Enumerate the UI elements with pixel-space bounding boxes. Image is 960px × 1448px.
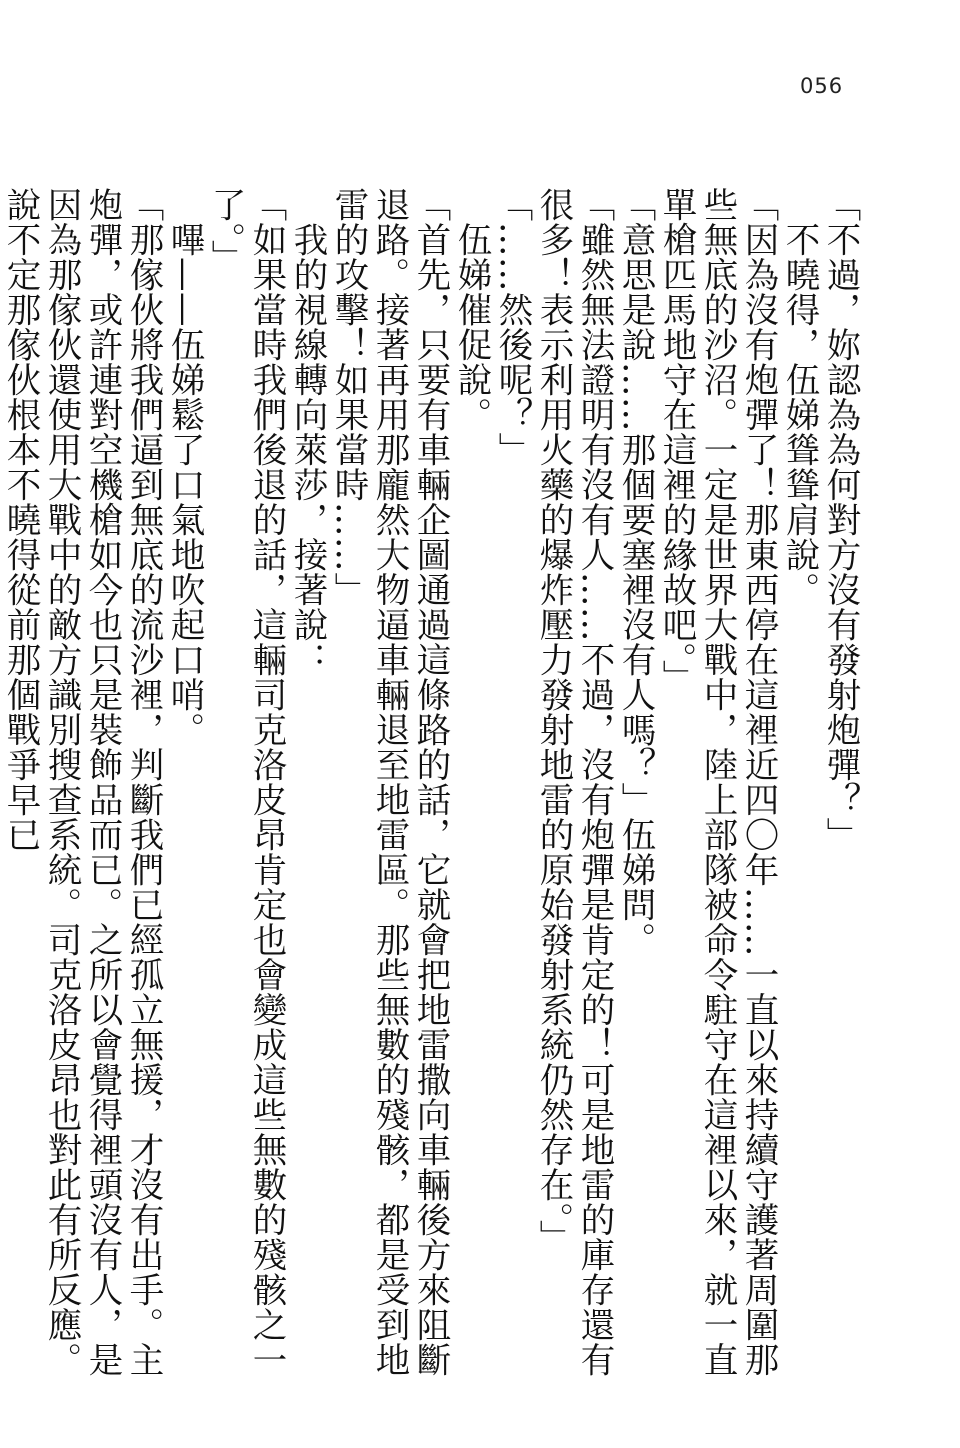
paragraph-5: 「雖然無法證明有沒有人……不過，沒有炮彈是肯定的！可是地雷的庫存還有很多！表示利用火藥的爆炸壓力發射地雷的原始發射系統仍然存在。」 bbox=[533, 187, 614, 1377]
paragraph-1: 「不過，妳認為為何對方沒有發射炮彈？」 bbox=[820, 187, 860, 852]
paragraph-11: 嗶——伍娣鬆了口氣地吹起口哨。 bbox=[164, 221, 204, 747]
paragraph-3: 「因為沒有炮彈了！那東西停在這裡近四〇年……一直以來持續守護著周圍那些無底的沙沼。一定是世界大戰中，陸上部隊被命令駐守在這裡以來，就一直單槍匹馬地守在這裡的緣故吧。」 bbox=[656, 187, 778, 1377]
paragraph-9: 我的視線轉向萊莎，接著說： bbox=[287, 221, 327, 677]
paragraph-8: 「首先，只要有車輛企圖通過這條路的話，它就會把地雷撒向車輛後方來阻斷退路。接著再用那龐然大物逼車輛退至地雷區。那些無數的殘骸，都是受到地雷的攻擊！如果當時……」 bbox=[328, 187, 450, 1377]
text-columns bbox=[0, 187, 860, 1397]
paragraph-4: 「意思是說……那個要塞裡沒有人嗎？」伍娣問。 bbox=[615, 187, 655, 957]
paragraph-7: 伍娣催促說。 bbox=[451, 221, 491, 432]
page-number: 056 bbox=[800, 74, 844, 98]
paragraph-10: 「如果當時我們後退的話，這輛司克洛皮昂肯定也會變成這些無數的殘骸之一了。」 bbox=[205, 187, 286, 1377]
paragraph-6: 「……然後呢？」 bbox=[492, 187, 532, 467]
vertical-text-body bbox=[0, 187, 860, 1397]
paragraph-12: 「那傢伙將我們逼到無底的流沙裡，判斷我們已經孤立無援，才沒有出手。主炮彈，或許連對空機槍如今也只是裝飾品而已。之所以會覺得裡頭沒有人，是因為那傢伙還使用大戰中的敵方識別搜查系統。司克洛皮昂也對此有所反應。說不定那傢伙根本不曉得從前那個戰爭早已 bbox=[0, 187, 163, 1377]
paragraph-2: 不曉得，伍娣聳聳肩說。 bbox=[779, 221, 819, 607]
